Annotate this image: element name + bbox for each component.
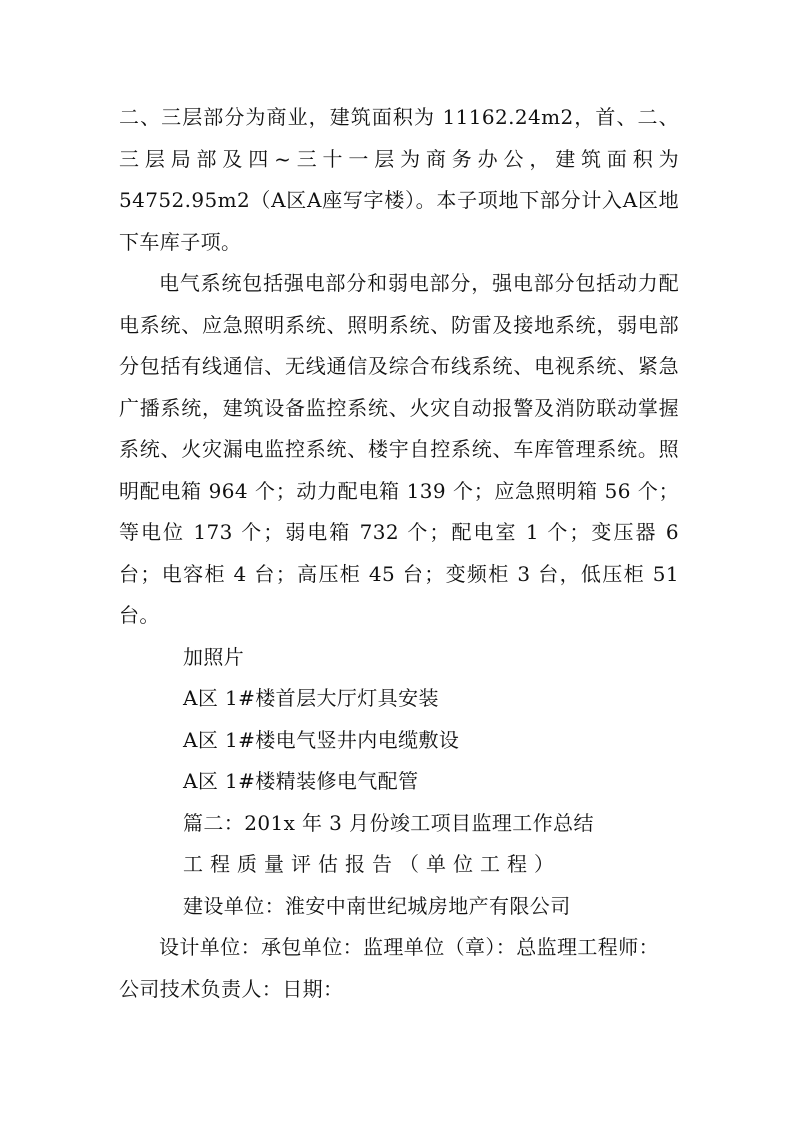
photo-caption-conduit: A区 1#楼精装修电气配管 — [183, 769, 419, 793]
signature-fields-line: 设计单位：承包单位：监理单位（章）：总监理工程师：公司技术负责人：日期： — [119, 935, 659, 1001]
photo-caption-cable-laying: A区 1#楼电气竖井内电缆敷设 — [183, 727, 460, 752]
report-title: 工程质量评估报告（单位工程） — [183, 852, 561, 876]
document-body — [119, 97, 679, 1010]
section-heading-part-two: 篇二：201x 年 3 月份竣工项目监理工作总结 — [183, 810, 594, 835]
photo-caption-lobby-lighting: A区 1#楼首层大厅灯具安装 — [183, 686, 439, 710]
construction-unit-line: 建设单位：淮安中南世纪城房地产有限公司 — [183, 893, 571, 918]
paragraph-building-area: 二、三层部分为商业，建筑面积为 11162.24m2，首、二、三层局部及四~三十一层为商务办公，建筑面积为54752.95m2（A区A座写字楼）。本子项地下部分计入A区地下车库子项。 — [119, 105, 679, 254]
note-add-photo: 加照片 — [183, 644, 245, 669]
paragraph-electrical-system: 电气系统包括强电部分和弱电部分，强电部分包括动力配电系统、应急照明系统、照明系统、防雷及接地系统，弱电部分包括有线通信、无线通信及综合布线系统、电视系统、紧急广播系统，建筑设备监控系统、火灾自动报警及消防联动掌握系统、火灾漏电监控系统、楼宇自控系统、车库管理系统。照明配电箱 964 个；动力配电箱 139 个；应急照明箱 56 个；等电位 173 个；弱电箱 732 个；配电室 1 个；变压器 6 台；电容柜 4 台；高压柜 45 台；变频柜 3 台，低压柜 51 台。 — [119, 271, 679, 627]
